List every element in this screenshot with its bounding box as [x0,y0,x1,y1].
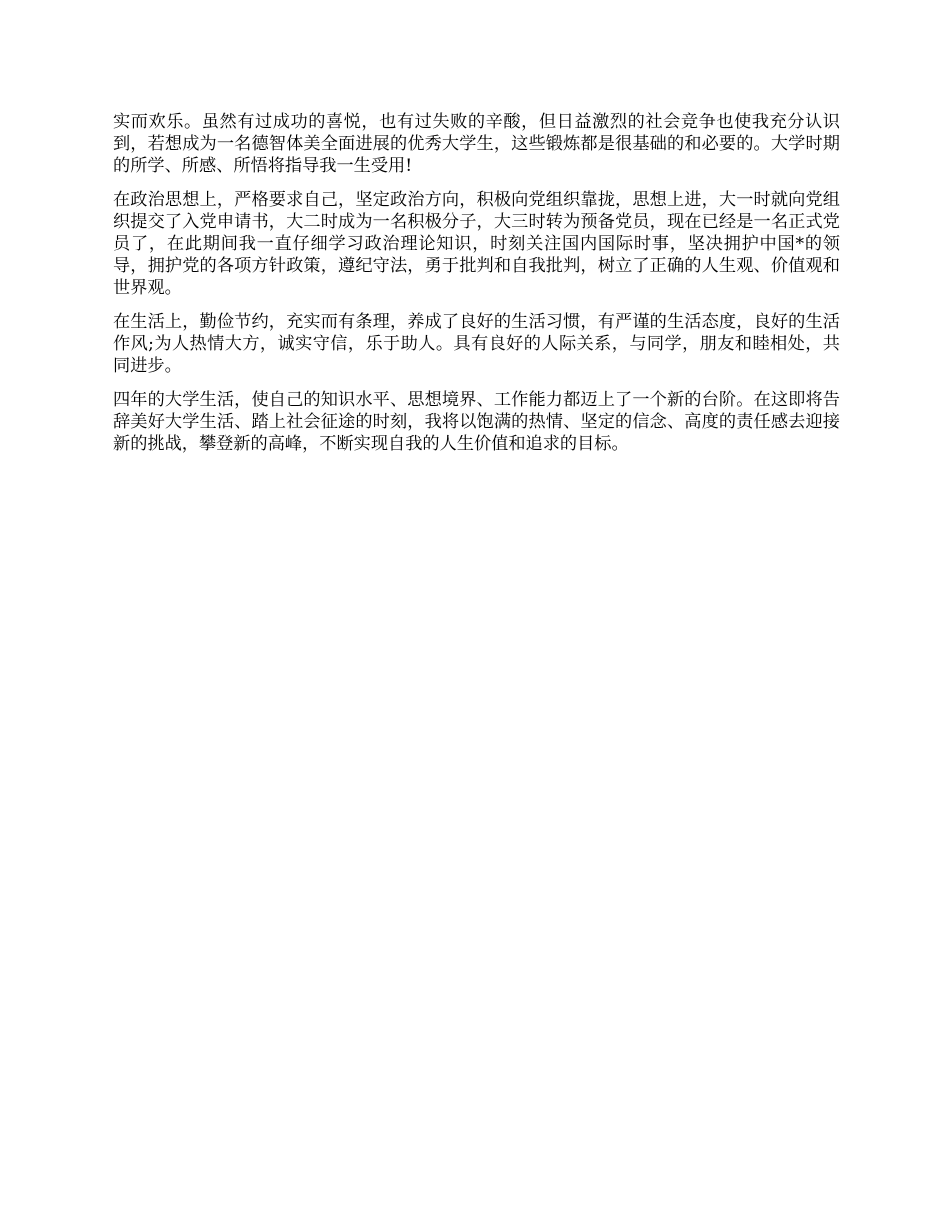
document-body [113,111,840,467]
paragraph-4: 四年的大学生活，使自己的知识水平、思想境界、工作能力都迈上了一个新的台阶。在这即将告辞美好大学生活、踏上社会征途的时刻，我将以饱满的热情、坚定的信念、高度的责任感去迎接新的挑战，攀登新的高峰，不断实现自我的人生价值和追求的目标。 [113,390,840,454]
paragraph-1: 实而欢乐。虽然有过成功的喜悦，也有过失败的辛酸，但日益激烈的社会竞争也使我充分认识到，若想成为一名德智体美全面进展的优秀大学生，这些锻炼都是很基础的和必要的。大学时期的所学、所感、所悟将指导我一生受用! [113,112,840,176]
paragraph-3: 在生活上，勤俭节约，充实而有条理，养成了良好的生活习惯，有严谨的生活态度，良好的生活作风;为人热情大方，诚实守信，乐于助人。具有良好的人际关系，与同学，朋友和睦相处，共同进步。 [113,312,840,376]
paragraph-2: 在政治思想上，严格要求自己，坚定政治方向，积极向党组织靠拢，思想上进，大一时就向党组织提交了入党申请书，大二时成为一名积极分子，大三时转为预备党员，现在已经是一名正式党员了，在此期间我一直仔细学习政治理论知识，时刻关注国内国际时事，坚决拥护中国*的领导，拥护党的各项方针政策，遵纪守法，勇于批判和自我批判，树立了正确的人生观、价值观和世界观。 [113,190,840,298]
